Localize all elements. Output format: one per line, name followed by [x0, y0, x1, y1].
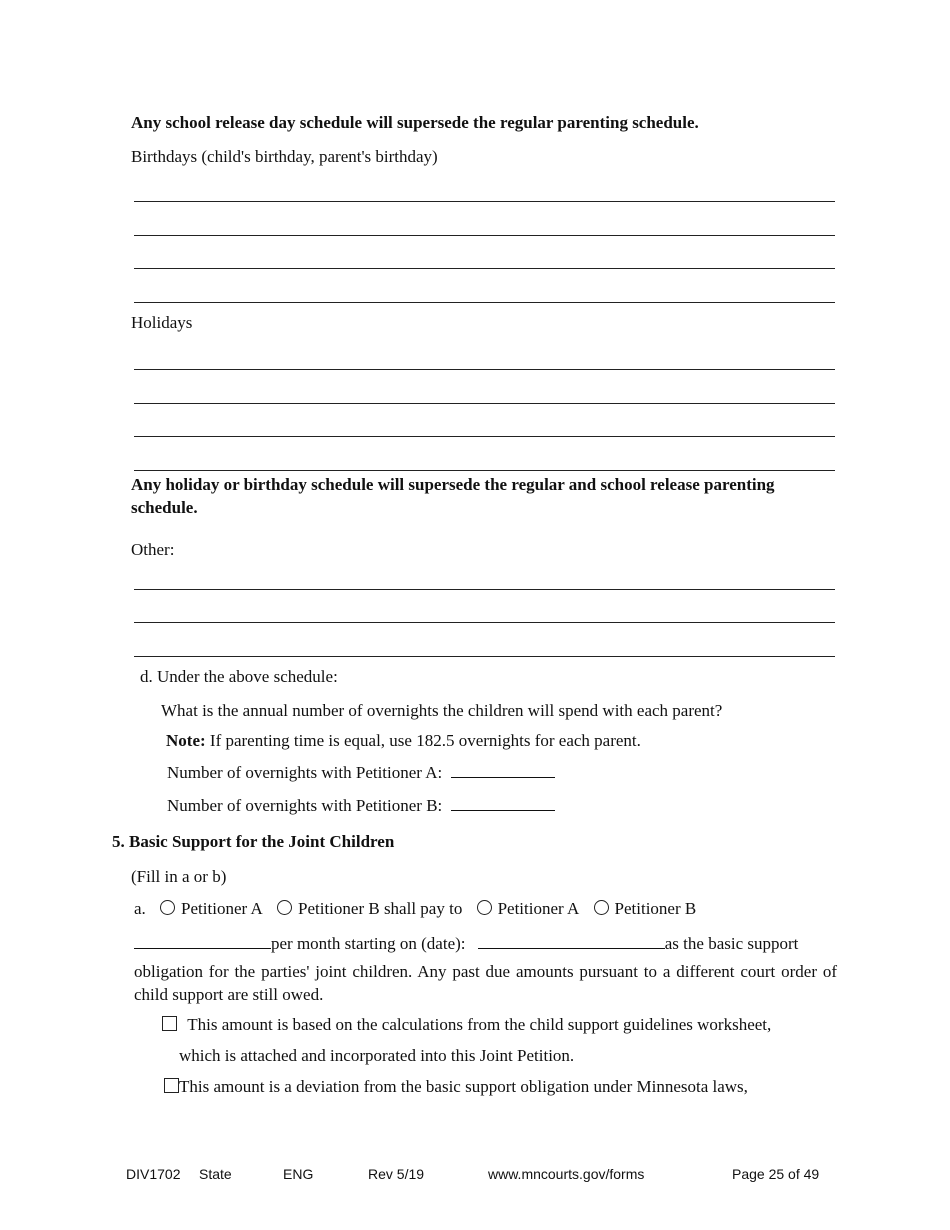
deviation-checkbox[interactable] — [164, 1078, 179, 1093]
note-text: If parenting time is equal, use 182.5 overnights for each parent. — [205, 731, 641, 750]
section-5-heading: 5. Basic Support for the Joint Children — [112, 832, 395, 851]
obligation-paragraph: obligation for the parties' joint children. Any past due amounts pursuant to a different court order of child support are still owed. — [134, 962, 837, 1004]
footer-page-number: Page 25 of 49 — [732, 1166, 820, 1182]
holidays-line-1[interactable] — [134, 369, 835, 370]
birthdays-label: Birthdays (child's birthday, parent's birthday) — [131, 147, 438, 166]
holiday-birthday-note: Any holiday or birthday schedule will supersede the regular and school release parenting schedule. — [131, 475, 775, 517]
birthdays-line-1[interactable] — [134, 201, 835, 202]
overnights-b-row — [167, 796, 555, 816]
overnights-a-label: Number of overnights with Petitioner A: — [167, 763, 443, 782]
overnights-b-label: Number of overnights with Petitioner B: — [167, 796, 443, 815]
start-date-field[interactable] — [478, 948, 665, 949]
school-release-note: Any school release day schedule will supersede the regular parenting schedule. — [131, 113, 699, 132]
deviation-checkbox-row — [164, 1077, 748, 1097]
deviation-checkbox-label: This amount is a deviation from the basic support obligation under Minnesota laws, — [179, 1077, 748, 1096]
section-d-heading: d. Under the above schedule: — [140, 667, 338, 686]
other-line-3[interactable] — [134, 656, 835, 657]
holidays-line-2[interactable] — [134, 403, 835, 404]
payee-option-b[interactable]: Petitioner B — [594, 899, 697, 919]
other-line-2[interactable] — [134, 622, 835, 623]
footer-language: ENG — [283, 1166, 314, 1182]
holidays-label: Holidays — [131, 313, 193, 332]
support-payer-row — [134, 899, 706, 919]
overnights-b-field[interactable] — [451, 810, 555, 811]
radio-icon[interactable] — [277, 900, 292, 915]
basic-support-text: as the basic support — [664, 934, 799, 953]
overnights-question: What is the annual number of overnights the children will spend with each parent? — [161, 701, 723, 720]
birthdays-line-3[interactable] — [134, 268, 835, 269]
overnights-a-row — [167, 763, 555, 783]
payer-option-a[interactable]: Petitioner A — [160, 899, 263, 919]
worksheet-checkbox-row — [162, 1015, 771, 1035]
birthdays-line-2[interactable] — [134, 235, 835, 236]
footer-revision: Rev 5/19 — [368, 1166, 425, 1182]
item-a-marker: a. — [134, 899, 146, 918]
amount-row — [134, 934, 798, 954]
note-label: Note: — [166, 731, 206, 750]
overnights-a-field[interactable] — [451, 777, 555, 778]
section-5-instruction: (Fill in a or b) — [131, 867, 227, 886]
worksheet-checkbox-label: This amount is based on the calculations from the child support guidelines worksheet, — [187, 1015, 772, 1034]
worksheet-checkbox-label-cont: which is attached and incorporated into this Joint Petition. — [179, 1046, 575, 1065]
other-label: Other: — [131, 540, 175, 559]
other-line-1[interactable] — [134, 589, 835, 590]
payer-option-b[interactable]: Petitioner B shall pay to — [277, 899, 462, 919]
footer-jurisdiction: State — [199, 1166, 232, 1182]
radio-icon[interactable] — [477, 900, 492, 915]
footer-url[interactable]: www.mncourts.gov/forms — [488, 1166, 645, 1182]
payee-option-a[interactable]: Petitioner A — [477, 899, 580, 919]
birthdays-line-4[interactable] — [134, 302, 835, 303]
radio-icon[interactable] — [160, 900, 175, 915]
per-month-text: per month starting on (date): — [271, 934, 466, 953]
footer-form-id: DIV1702 — [126, 1166, 181, 1182]
parenting-note — [166, 731, 641, 751]
worksheet-checkbox[interactable] — [162, 1016, 177, 1031]
amount-field[interactable] — [134, 948, 271, 949]
radio-icon[interactable] — [594, 900, 609, 915]
holidays-line-3[interactable] — [134, 436, 835, 437]
holidays-line-4[interactable] — [134, 470, 835, 471]
